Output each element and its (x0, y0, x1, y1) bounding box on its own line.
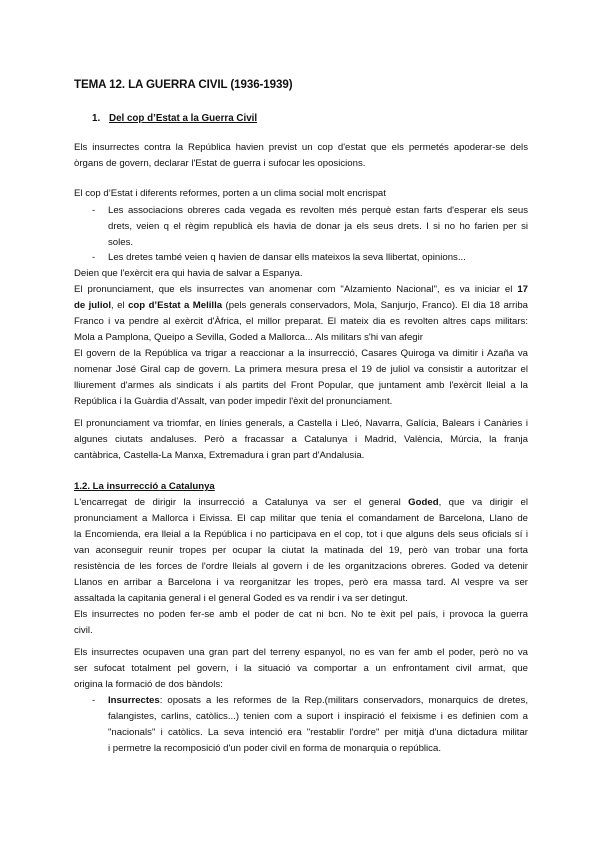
name-highlight: Goded (408, 497, 439, 508)
document-title: TEMA 12. LA GUERRA CIVIL (1936-1939) (74, 78, 293, 91)
text-line: Els insurrectes no poden fer-se amb el poder de cat ni bcn. No te èxit pel país, i provoca la guerra (74, 609, 528, 620)
text-line: de juliol, el cop d’Estat a Melilla (pels generals conservadors, Mola, Sanjurjo, Franco). El dia 18 arriba (74, 300, 528, 311)
text-line: El pronunciament, que els insurrectes van anomenar com "Alzamiento Nacional", es va iniciar el 17 (74, 284, 528, 295)
text-line: El cop d’Estat i diferents reformes, porten a un clima social molt encrispat (74, 188, 386, 199)
bullet-item (92, 250, 528, 266)
text-line: Mola a Pamplona, Queipo a Sevilla, Goded a Mallorca... Als militars s'hi van afegir (74, 332, 423, 343)
date-highlight: 17 (517, 284, 528, 295)
text-line: drets, veien q el règim republicà els havia de donar ja els seus drets. I si no ho farien per si (108, 221, 528, 232)
paragraph-triomf (74, 416, 528, 464)
text-line: El govern de la República va trigar a reaccionar a la insurrecció, Casares Quiroga va dimitir i Azaña va (74, 348, 528, 359)
text-line: Llanos en arribar a Barcelona i va reorganitzar les tropes, però era massa tard. Al vespre va ser (74, 577, 528, 588)
text-line: soles. (108, 237, 134, 248)
bullet-item (92, 693, 528, 757)
text-line: lliurement d'armes als sindicats i als partits del Front Popular, que juntament amb l'exèrcit lleial a la (74, 380, 528, 391)
text-line: Franco i va pendre al exèrcit d'Àfrica, el millor preparat. El mateix dia es revolten altres caps militars: (74, 316, 528, 327)
event-highlight: cop d’Estat a Melilla (128, 300, 223, 311)
text-line: algunes ciutats andaluses. Però a fracassar a Catalunya i Madrid, València, Múrcia, la franja (74, 434, 528, 445)
text-line: i permetre la recomposició d'un poder civil en forma de monarquia o república. (108, 743, 441, 754)
text-line: Les dretes també veien q havien de dansar ells mateixos la seva llibertat, opinions... (108, 252, 466, 263)
paragraph-pronunciament (74, 266, 528, 410)
text-line: Deien que l'exèrcit era qui havia de salvar a Espanya. (74, 268, 303, 279)
text-line: ser sufocat totalment pel govern, i la situació va comportar a un enfrontament civil armat, que (74, 663, 528, 674)
date-highlight: de juliol (74, 300, 112, 311)
bullet-dash: - (92, 252, 96, 263)
text-line: van aconseguir reunir tropes per ocupar la ciutat la matinada del 19, però van trobar una forta (74, 545, 528, 556)
text-line: pronunciament a Mallorca i Eivissa. El cap militar que tenia el comandament de Barcelona, Llano de (74, 513, 528, 524)
text-line: Les associacions obreres cada vegada es revolten més perquè estan farts d'esperar els seus (108, 205, 528, 216)
text-line: El pronunciament va triomfar, en línies generals, a Castella i Lleó, Navarra, Galícia, Balears i Canàries i (74, 418, 528, 429)
bullet-item (92, 203, 528, 251)
text-line: falangistes, carlins, catòlics...) tenien com a suport i inspiració el feixisme i es definien com a (108, 711, 528, 722)
text-line: cantàbrica, Castella-La Manxa, Extremadura i gran part d'Andalusia. (74, 450, 365, 461)
text-line: Els insurrectes ocupaven una gran part del terreny espanyol, no es van fer amb el poder, però no va (74, 647, 528, 658)
text-line: civil. (74, 625, 93, 636)
bullet-dash: - (92, 695, 96, 706)
section-number: 1. (92, 113, 101, 124)
bullet-dash: - (92, 205, 96, 216)
text-line: "nacionals" i catòlics. La seva intenció era "restablir l'ordre" per mitjà d'una dictadura militar (108, 727, 528, 738)
section-heading-1 (92, 111, 257, 127)
text-line: Els insurrectes contra la República havien previst un cop d'estat que els permetés apoderar-se dels (74, 142, 528, 153)
section-title: Del cop d’Estat a la Guerra Civil (109, 113, 258, 124)
text-line: República i la Guàrdia d'Assalt, van poder impedir l'èxit del pronunciament. (74, 396, 393, 407)
term-highlight: Insurrectes (108, 695, 160, 706)
text-line: resistència de les forces de l'ordre lleials al govern i de les organitzacions obreres. Goded va detenir (74, 561, 528, 572)
text-line: assaltada la capitania general i el general Goded es va rendir i va ser detingut. (74, 593, 408, 604)
paragraph-bandols (74, 645, 528, 693)
text-line: Insurrectes: oposats a les reformes de la Rep.(militars conservadors, monarquics de dretes, (108, 695, 528, 706)
paragraph-intro (74, 140, 528, 172)
text-line: nomenar José Giral cap de govern. La primera mesura presa el 19 de juliol va consistir a autoritzar el (74, 364, 528, 375)
text-line: la Encomienda, era lleial a la República i no participava en el cop, tot i que alguns dels seus oficials sí i (74, 529, 528, 540)
text-line: òrgans de govern, declarar l'Estat de guerra i sufocar les oposicions. (74, 158, 366, 169)
paragraph-catalunya (74, 495, 528, 639)
text-line: origina la formació de dos bàndols: (74, 679, 223, 690)
text-line: L'encarregat de dirigir la insurrecció a Catalunya va ser el general Goded, que va dirigir el (74, 497, 528, 508)
paragraph-clima (74, 186, 528, 202)
section-heading-1-2: 1.2. La insurrecció a Catalunya (74, 481, 215, 492)
